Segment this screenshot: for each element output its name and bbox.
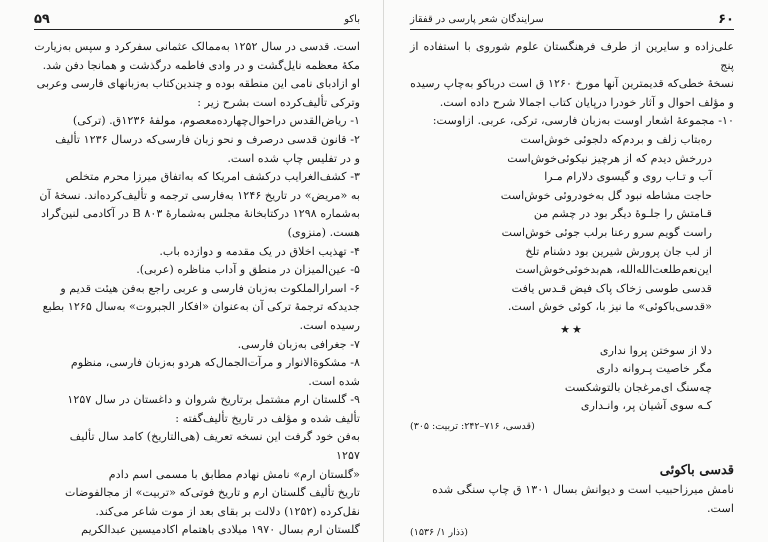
body-line: رسیده است. bbox=[299, 318, 360, 332]
right-page bbox=[384, 0, 768, 542]
list-item: ۴- تهذیب اخلاق در یک مقدمه و دوازده باب. bbox=[159, 244, 360, 258]
body-line: است. قدسی در سال ۱۲۵۲ به‌ممالک عثمانی سفرکرد و سپس به‌زیارت bbox=[34, 40, 360, 53]
poem-line: قدسی طوسی زخاک پاک فیض قـدس یافت bbox=[511, 281, 712, 295]
list-item: ۷- جغرافی به‌زبان فارسی. bbox=[237, 337, 360, 351]
poem-line: قـامتش را جلـوهٔ دیگر بود در چشم من bbox=[533, 207, 712, 221]
source-note bbox=[410, 418, 734, 437]
poem-line: مگر خاصیت پـروانه داری bbox=[596, 362, 712, 376]
poem-line: از لب جان پرورش شیرین بود دشنام تلخ bbox=[525, 244, 712, 258]
verse-line: ۱۲۵۷ bbox=[335, 449, 360, 463]
section-heading: قدسی باکوئی bbox=[659, 463, 734, 479]
body-line: او ازادبای نامی این منطقه بوده و چندین‌کتاب به‌زبانهای فارسی وعربی bbox=[36, 77, 360, 91]
citation: (ذذار ۱/ ۱۵۳۶) bbox=[410, 527, 468, 539]
list-item: ۹- گلستان ارم مشتمل برتاریخ شروان و داغستان در سال ۱۲۵۷ bbox=[67, 393, 360, 407]
body-line: گلستان ارم بسال ۱۹۷۰ میلادی باهتمام اکادمیسین عبدالکریم bbox=[81, 523, 360, 537]
left-running-title: باکو bbox=[344, 14, 360, 25]
verse-line: بەفن خود گرفت این نسخه تعریف (هی‌التاریخ) کامد سال تألیف bbox=[69, 430, 360, 444]
poem-line: آب و تـاب روی و گیسوی دلارام مـرا bbox=[544, 170, 712, 184]
poem-line: کـه سوی آشیان پر، وانـداری bbox=[580, 399, 712, 413]
right-running-header bbox=[410, 12, 734, 30]
list-item: ۵- عین‌المیزان در منطق و آداب مناظره (عربی). bbox=[136, 263, 360, 277]
body-line: و در تفلیس چاپ شده است. bbox=[227, 151, 360, 165]
body-line: به‌شماره ۱۲۹۸ درکتابخانهٔ مجلس به‌شمارهٔ ۸۰۳ B در آکادمی لنین‌گراد bbox=[41, 207, 360, 221]
body-line: است. bbox=[706, 501, 734, 515]
section-divider-stars: ★★ bbox=[560, 322, 584, 336]
body-line: نقل‌کرده (۱۲۵۲) دلالت بر بقای بعد از موت شاعر می‌کند. bbox=[95, 504, 360, 518]
body-line: علی‌زاده و سایرین از طرف فرهنگستان علوم شوروی با استفاده از پنج bbox=[410, 40, 734, 72]
poem-line: راست گویم سرو رعنا برلب جوئی خوش‌است bbox=[501, 225, 712, 239]
left-running-header bbox=[34, 12, 360, 30]
verse-line: «گلستان ارم» نامش نهادم مطابق با مسمی اسم دادم bbox=[108, 467, 360, 481]
list-item: ۱- ریاض‌القدس دراحوال‌چهارده‌معصوم، مولفهٔ ۱۲۳۶ق. (ترکی) bbox=[72, 114, 360, 128]
list-item: ۸- مشکوةالانوار و مرآت‌الجمال‌که هردو به‌زبان فارسی، منظوم bbox=[70, 356, 360, 370]
body-line: نامش میرزاحبیب است و دیوانش بسال ۱۳۰۱ ق چاپ سنگی شده bbox=[432, 483, 734, 497]
right-running-title: سرایندگان شعر پارسی در قفقاز bbox=[410, 14, 544, 25]
right-page-number: ۶۰ bbox=[718, 12, 734, 27]
poem-line: چەسنگ ای‌مرغجان بالتوشکست bbox=[564, 380, 712, 394]
body-line: جدیدکه ترجمهٔ ترکی آن به‌عنوان «افکار الجبروت» به‌سال ۱۲۶۵ بطبع bbox=[42, 300, 360, 314]
poem-line: دررخش دیدم که از هرچیز نیکوئی‌خوش‌است bbox=[507, 151, 712, 165]
list-item: ۱۰- مجموعهٔ اشعار اوست به‌زبان فارسی، ترکی، عربی. ازاوست: bbox=[432, 114, 734, 128]
poem-line: ره‌بتاب زلف و بردم‌که دلجوئی خوش‌است bbox=[520, 132, 712, 146]
body-line: مکهٔ معظمه نایل‌گشت و در وادی فاطمه درگذشت و همانجا دفن شد. bbox=[42, 58, 360, 72]
poem-line: دلا از سوختن پروا نداری bbox=[599, 343, 712, 357]
poem-line: حاجت مشاطه نبود گل بەخودروئی خوش‌است bbox=[500, 188, 712, 202]
body-line: وترکی تألیف‌کرده است بشرح زیر : bbox=[197, 95, 360, 109]
source-note-text: (قدسی، ۷۱۶–۲۴۲: تربیت: ۳۰۵) bbox=[410, 420, 535, 432]
body-line: شده است. bbox=[308, 374, 360, 388]
list-item: ۲- قانون قدسی درصرف و نحو زبان فارسی‌که درسال ۱۲۳۶ تألیف bbox=[55, 132, 360, 146]
poem-line: «قدسی‌باکوئی» ما نیز با، کوئی خوش است. bbox=[507, 300, 712, 314]
body-line: و مؤلف احوال و آثار خودرا درپایان کتاب اجمالا شرح داده است. bbox=[439, 95, 734, 109]
body-line: هست. (منزوی) bbox=[287, 225, 360, 239]
body-line: به «مریض» در تاریخ ۱۲۴۶ به‌فارسی ترجمه و تألیف‌کرده‌اند. نسخهٔ آن bbox=[39, 188, 360, 202]
poem-ghazal bbox=[428, 131, 712, 317]
list-item: ۶- اسرارالملکوت به‌زبان فارسی و عربی راجع به‌فن هیئت قدیم و bbox=[60, 281, 360, 295]
body-line: نسخهٔ خطی‌که قدیمترین آنها مورخ ۱۲۶۰ ق است درباکو به‌چاپ رسیده bbox=[410, 77, 734, 91]
right-body-text bbox=[410, 38, 734, 542]
left-page-number: ۵۹ bbox=[34, 12, 50, 27]
body-line: تاریخ تألیف گلستان ارم و تاریخ فوتی‌که «تربیت» از مجالفوضات bbox=[64, 486, 360, 500]
body-line: تألیف شده و مؤلف در تاریخ تألیف‌گفته : bbox=[175, 411, 360, 425]
list-item: ۳- کشف‌الغرایب درکشف امریکا که به‌اتفاق میرزا محرم متخلص bbox=[65, 170, 360, 184]
poem-dobeyti bbox=[428, 342, 712, 416]
poem-line: این‌نعم‌طلعت‌الله‌الله، هم‌بدخوئی‌خوش‌است bbox=[515, 263, 712, 277]
left-body-text bbox=[34, 38, 360, 540]
